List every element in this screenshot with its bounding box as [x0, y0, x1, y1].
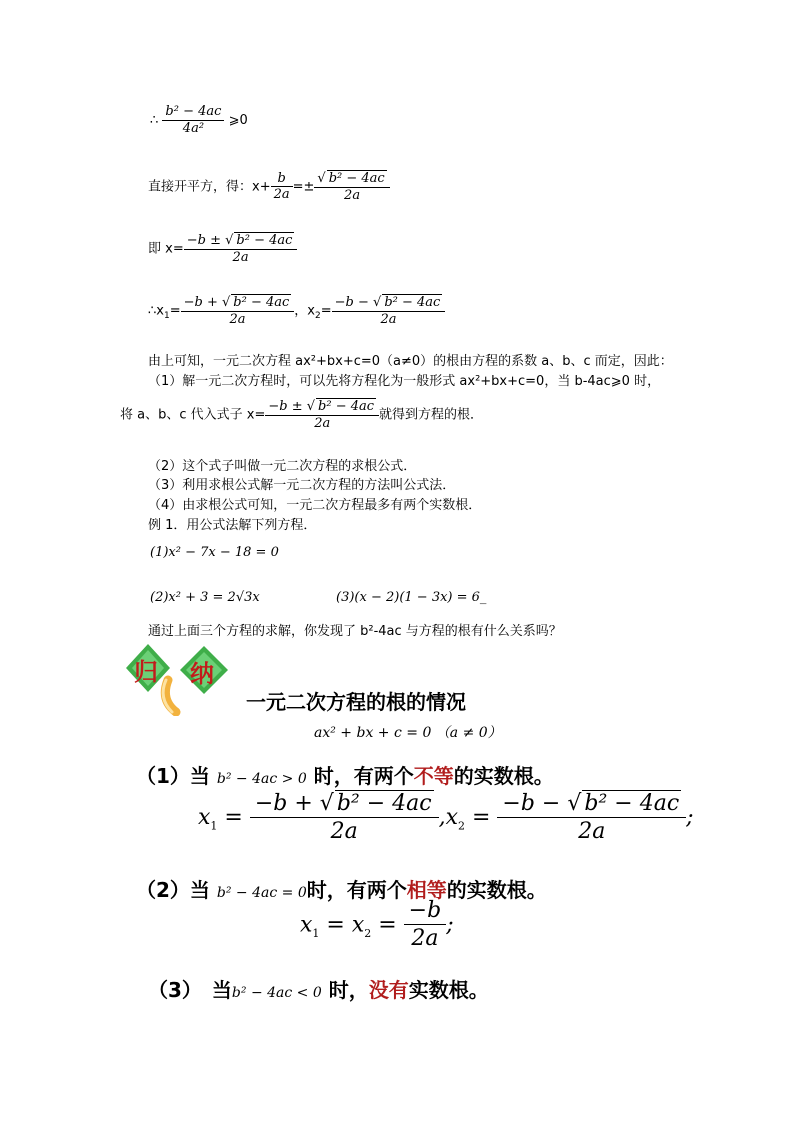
- semicolon: ;: [446, 912, 454, 938]
- denominator: 2a: [314, 415, 331, 431]
- equals-x2: = x: [319, 912, 365, 938]
- denominator: 2a: [330, 819, 358, 845]
- case-2-highlight: 相等: [406, 878, 447, 902]
- x2-fraction: $\frac{\text{−b − √ b² − 4ac}}{2a}$: [497, 790, 686, 846]
- fraction: [271, 171, 293, 204]
- case-3: [148, 974, 489, 1003]
- x2-symbol: ,x: [438, 804, 458, 830]
- example-heading: 例 1．用公式法解下列方程．: [148, 518, 317, 533]
- general-form: ax² + bx + c = 0 （a ≠ 0）: [314, 725, 502, 741]
- numerator: b² − 4ac: [162, 104, 224, 121]
- case-3-prefix: （3） 当: [148, 978, 232, 1002]
- derivation-step-4: [148, 294, 445, 328]
- denominator: 2a: [344, 187, 361, 203]
- paragraph-point-3: （3）利用求根公式解一元二次方程的方法叫公式法．: [148, 478, 456, 493]
- example-equation-2: (2)x² + 3 = 2√3x: [150, 590, 260, 605]
- case-1: [136, 760, 554, 789]
- numerator-prefix: −b ±: [186, 233, 221, 248]
- radicand: b² − 4ac: [384, 295, 441, 310]
- summary-heading: 一元二次方程的根的情况: [246, 690, 466, 714]
- radicand: b² − 4ac: [233, 295, 290, 310]
- fraction: $\frac{\text{−b ± √ b² − 4ac}}{2a}$: [184, 232, 298, 266]
- step-label: 即 x=: [148, 241, 184, 257]
- radicand: b² − 4ac: [328, 171, 385, 186]
- numerator: b: [271, 171, 293, 188]
- denominator: 4a²: [182, 120, 205, 136]
- paragraph-conclusion: 由上可知，一元二次方程 ax²+bx+c=0（a≠0）的根由方程的系数 a、b、c 而定，因此：: [148, 354, 673, 369]
- therefore-symbol: ∴: [150, 112, 159, 128]
- paragraph-formula-line: [120, 398, 483, 432]
- formula-suffix: 就得到方程的根．: [379, 407, 484, 423]
- case-2-text: 时，有两个: [306, 878, 407, 902]
- therefore-x1: ∴x: [148, 303, 164, 319]
- quadratic-formula: $\frac{\text{−b ± √ b² − 4ac}}{2a}$: [265, 398, 379, 432]
- case-1-text: 时，有两个: [313, 764, 414, 788]
- badge-char-right: 纳: [190, 660, 214, 688]
- numerator-prefix: −b ±: [268, 399, 303, 414]
- semicolon: ;: [686, 804, 694, 830]
- denominator: 2a: [578, 819, 606, 845]
- equals: =: [320, 303, 332, 319]
- case-1-condition: b² − 4ac > 0: [216, 771, 307, 787]
- derivation-step-2: [148, 170, 390, 204]
- example-equation-3: (3)(x − 2)(1 − 3x) = 6_: [336, 590, 487, 605]
- reflection-question: 通过上面三个方程的求解，你发现了 b²-4ac 与方程的根有什么关系吗？: [148, 624, 562, 639]
- fraction-x1: $\frac{\text{−b + √ b² − 4ac}}{2a}$: [181, 294, 295, 328]
- case-2-roots: $x_1 = x_2$ = $\frac{-b}{2a}$ ;: [300, 898, 454, 952]
- case-3-highlight: 没有: [368, 978, 409, 1002]
- comma-x2: ，x: [294, 303, 315, 319]
- denominator: 2a: [232, 249, 249, 265]
- radicand: b² − 4ac: [318, 399, 375, 414]
- badge-char-left: 归: [134, 658, 158, 686]
- paragraph-point-1: （1）解一元二次方程时，可以先将方程化为一般形式 ax²+bx+c=0，当 b-4ac⩾0 时，: [148, 374, 661, 389]
- case-2-suffix: 的实数根。: [446, 878, 547, 902]
- example-equation-1: (1)x² − 7x − 18 = 0: [150, 545, 279, 560]
- step-label: 直接开平方，得：x+: [148, 179, 271, 195]
- fraction-x2: $\frac{\text{−b − √ b² − 4ac}}{2a}$: [332, 294, 446, 328]
- equals-pm: =±: [292, 179, 315, 195]
- subscript: 2: [315, 311, 321, 322]
- x1-symbol: x: [198, 804, 211, 830]
- fraction: [162, 104, 224, 137]
- radicand: b² − 4ac: [336, 791, 432, 816]
- case-3-text: 时，: [328, 978, 369, 1002]
- case-1-highlight: 不等: [413, 764, 454, 788]
- radicand: b² − 4ac: [236, 233, 293, 248]
- x1-symbol: x: [300, 912, 313, 938]
- case-1-roots: $x_1$ = $\frac{\text{−b + √ b² − 4ac}}{2a}$ $,x_2$ = $\frac{\text{−b − √ b² − 4ac}}{2a}$ ;: [198, 791, 694, 845]
- numerator-prefix: −b +: [183, 295, 218, 310]
- denominator: 2a: [380, 311, 397, 327]
- case-2-prefix: （2）当: [136, 878, 210, 902]
- numerator-prefix: −b −: [502, 791, 561, 816]
- paragraph-point-2: （2）这个式子叫做一元二次方程的求根公式．: [148, 459, 417, 474]
- numerator: −b: [404, 898, 447, 925]
- formula-prefix: 将 a、b、c 代入式子 x=: [120, 407, 266, 423]
- radicand: b² − 4ac: [584, 791, 680, 816]
- case-1-suffix: 的实数根。: [453, 764, 554, 788]
- derivation-step-1: [150, 104, 248, 137]
- x1-fraction: $\frac{\text{−b + √ b² − 4ac}}{2a}$: [250, 790, 439, 846]
- denominator: 2a: [273, 187, 290, 203]
- numerator-prefix: −b −: [334, 295, 369, 310]
- double-root-fraction: [404, 898, 447, 953]
- summary-badge: [118, 640, 238, 710]
- derivation-step-3: [148, 232, 297, 266]
- case-3-suffix: 实数根。: [408, 978, 489, 1002]
- numerator-prefix: −b +: [254, 791, 313, 816]
- case-2-condition: b² − 4ac = 0: [216, 885, 307, 901]
- denominator: 2a: [411, 926, 439, 952]
- fraction: $\frac{\text{√ b² − 4ac}}{2a}$: [314, 170, 389, 204]
- subscript: 1: [163, 311, 170, 322]
- equals: =: [169, 303, 181, 319]
- paragraph-point-4: （4）由求根公式可知，一元二次方程最多有两个实数根．: [148, 498, 482, 513]
- denominator: 2a: [229, 311, 246, 327]
- case-3-condition: b² − 4ac < 0: [231, 985, 322, 1001]
- inequality: ⩾0: [228, 112, 248, 128]
- case-1-prefix: （1）当: [136, 764, 210, 788]
